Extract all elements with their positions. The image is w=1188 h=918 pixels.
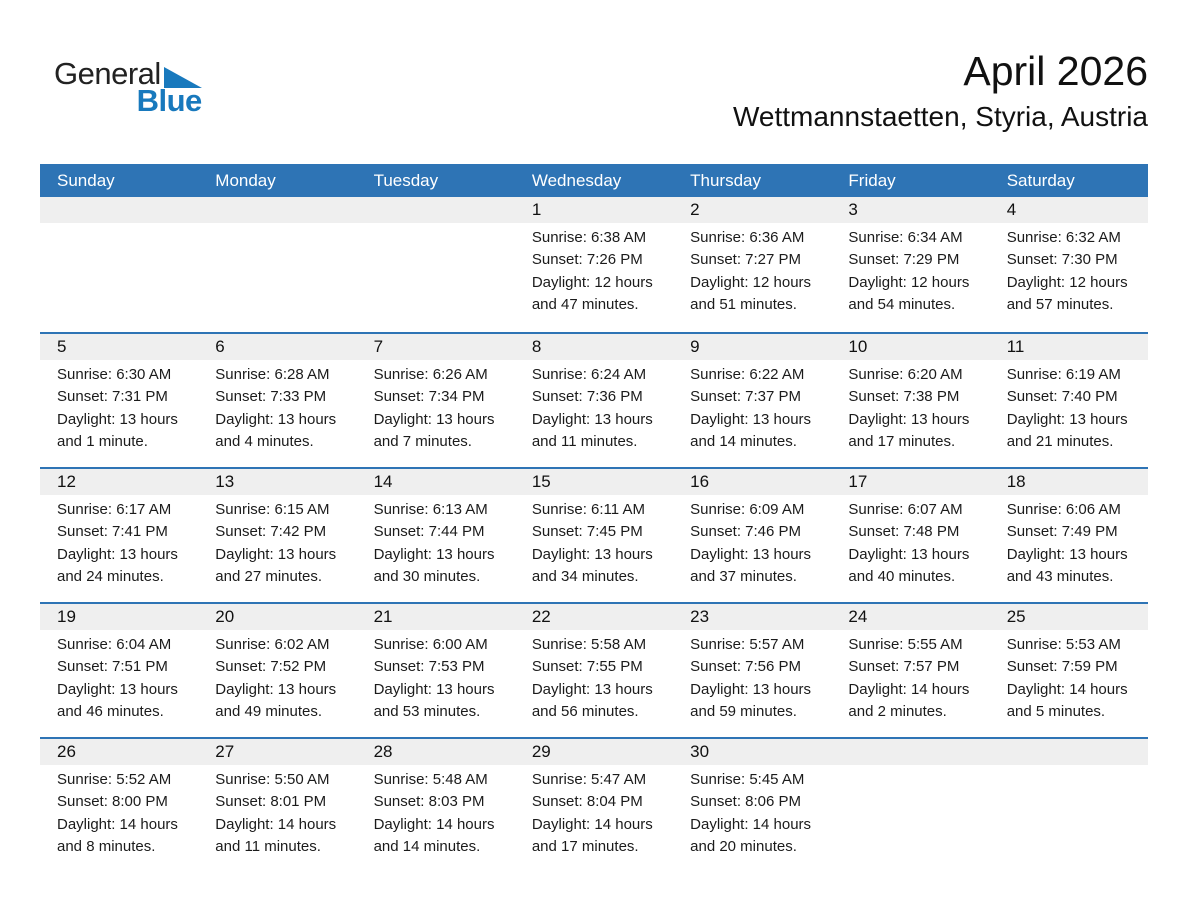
daylight-text: Daylight: 13 hours — [690, 410, 812, 428]
day-cell-17 — [831, 469, 989, 602]
day-number: 21 — [357, 604, 515, 630]
sunrise-text: Sunrise: 6:30 AM — [57, 366, 172, 383]
week-row-3 — [40, 467, 1148, 602]
day-cell-empty — [357, 197, 515, 332]
sunset-text: Sunset: 7:26 PM — [531, 251, 643, 269]
day-details — [673, 223, 831, 317]
day-number: 26 — [40, 739, 198, 765]
day-cell-25 — [990, 604, 1148, 737]
day-number: 8 — [515, 334, 673, 360]
daylight-text: Daylight: 13 hours — [848, 545, 970, 563]
day-number-empty — [198, 197, 356, 223]
sunset-text: Sunset: 7:37 PM — [690, 388, 802, 406]
day-details — [831, 495, 989, 589]
sunrise-text: Sunrise: 6:34 AM — [848, 229, 963, 246]
week-row-2 — [40, 332, 1148, 467]
day-cell-15 — [515, 469, 673, 602]
day-number-empty — [990, 739, 1148, 765]
day-number: 30 — [673, 739, 831, 765]
weeks-container — [40, 197, 1148, 872]
day-cell-12 — [40, 469, 198, 602]
day-cell-28 — [357, 739, 515, 872]
sunrise-text: Sunrise: 6:36 AM — [690, 229, 805, 246]
day-details — [198, 495, 356, 589]
sunrise-text: Sunrise: 5:53 AM — [1006, 636, 1121, 653]
day-details — [40, 765, 198, 859]
sunset-text: Sunset: 7:40 PM — [1006, 388, 1118, 406]
sunrise-text: Sunrise: 5:45 AM — [690, 771, 805, 788]
sunrise-text: Sunrise: 6:00 AM — [373, 636, 488, 653]
day-cell-29 — [515, 739, 673, 872]
sunrise-text: Sunrise: 6:02 AM — [215, 636, 330, 653]
daylight-text-cont: and 2 minutes. — [848, 703, 947, 721]
sunrise-text: Sunrise: 5:58 AM — [531, 636, 647, 653]
title-block — [733, 50, 1148, 133]
day-details — [515, 360, 673, 454]
day-details — [198, 360, 356, 454]
day-number: 6 — [198, 334, 356, 360]
location-subtitle: Wettmannstaetten, Styria, Austria — [732, 101, 1148, 133]
sunrise-text: Sunrise: 6:07 AM — [848, 501, 963, 518]
weekday-header-monday: Monday — [215, 171, 276, 190]
day-number: 18 — [990, 469, 1148, 495]
daylight-text-cont: and 24 minutes. — [57, 568, 164, 586]
sunset-text: Sunset: 7:51 PM — [57, 658, 168, 676]
sunrise-text: Sunrise: 6:32 AM — [1006, 229, 1121, 246]
sunrise-text: Sunrise: 6:06 AM — [1006, 501, 1121, 518]
weekday-header-friday: Friday — [848, 171, 896, 190]
sunrise-text: Sunrise: 6:13 AM — [373, 501, 488, 518]
sunset-text: Sunset: 7:45 PM — [531, 523, 643, 541]
day-cell-empty — [40, 197, 198, 332]
daylight-text: Daylight: 13 hours — [531, 410, 653, 428]
sunset-text: Sunset: 8:01 PM — [215, 793, 327, 811]
daylight-text-cont: and 20 minutes. — [690, 838, 797, 856]
day-details — [198, 630, 356, 724]
daylight-text-cont: and 30 minutes. — [373, 568, 481, 586]
weekday-header-wednesday: Wednesday — [531, 171, 622, 190]
sunrise-text: Sunrise: 6:19 AM — [1006, 366, 1121, 383]
daylight-text: Daylight: 12 hours — [1006, 273, 1128, 291]
sunrise-text: Sunrise: 5:52 AM — [57, 771, 172, 788]
sunrise-text: Sunrise: 5:50 AM — [215, 771, 330, 788]
daylight-text-cont: and 51 minutes. — [690, 296, 797, 314]
day-details — [831, 360, 989, 454]
day-details — [990, 630, 1148, 724]
day-number: 15 — [515, 469, 673, 495]
daylight-text: Daylight: 12 hours — [848, 273, 970, 291]
sunset-text: Sunset: 7:31 PM — [57, 388, 168, 406]
day-number: 25 — [990, 604, 1148, 630]
daylight-text-cont: and 8 minutes. — [57, 838, 156, 856]
day-cell-23 — [673, 604, 831, 737]
weekday-header-saturday: Saturday — [1006, 171, 1075, 190]
day-cell-21 — [357, 604, 515, 737]
sunset-text: Sunset: 7:59 PM — [1006, 658, 1118, 676]
day-cell-empty — [831, 739, 989, 872]
day-details — [40, 495, 198, 589]
sunrise-text: Sunrise: 6:38 AM — [531, 229, 647, 246]
daylight-text: Daylight: 13 hours — [215, 680, 337, 698]
daylight-text: Daylight: 13 hours — [531, 680, 653, 698]
sunset-text: Sunset: 7:34 PM — [373, 388, 485, 406]
sunset-text: Sunset: 7:27 PM — [690, 251, 802, 269]
page-title: April 2026 — [963, 48, 1148, 94]
daylight-text: Daylight: 13 hours — [373, 545, 495, 563]
day-number: 23 — [673, 604, 831, 630]
day-details — [673, 360, 831, 454]
sunset-text: Sunset: 7:52 PM — [215, 658, 327, 676]
day-cell-20 — [198, 604, 356, 737]
day-cell-3 — [831, 197, 989, 332]
daylight-text: Daylight: 12 hours — [690, 273, 812, 291]
sunrise-text: Sunrise: 6:28 AM — [215, 366, 330, 383]
daylight-text: Daylight: 14 hours — [531, 815, 653, 833]
day-number: 9 — [673, 334, 831, 360]
day-number: 11 — [990, 334, 1148, 360]
day-details — [515, 223, 673, 317]
day-details — [990, 223, 1148, 317]
day-number: 22 — [515, 604, 673, 630]
daylight-text-cont: and 7 minutes. — [373, 433, 472, 451]
calendar-table — [40, 164, 1148, 872]
day-number: 5 — [40, 334, 198, 360]
daylight-text: Daylight: 13 hours — [215, 410, 337, 428]
day-details — [40, 360, 198, 454]
daylight-text: Daylight: 13 hours — [215, 545, 337, 563]
day-cell-empty — [198, 197, 356, 332]
day-cell-16 — [673, 469, 831, 602]
daylight-text-cont: and 54 minutes. — [848, 296, 956, 314]
day-number: 14 — [357, 469, 515, 495]
weekday-header-row — [40, 164, 1148, 197]
sunset-text: Sunset: 7:57 PM — [848, 658, 960, 676]
day-cell-1 — [515, 197, 673, 332]
day-cell-4 — [990, 197, 1148, 332]
daylight-text-cont: and 49 minutes. — [215, 703, 323, 721]
daylight-text-cont: and 53 minutes. — [373, 703, 481, 721]
day-number: 28 — [357, 739, 515, 765]
day-cell-24 — [831, 604, 989, 737]
daylight-text-cont: and 4 minutes. — [215, 433, 314, 451]
daylight-text: Daylight: 13 hours — [57, 410, 178, 428]
day-cell-13 — [198, 469, 356, 602]
day-number: 7 — [357, 334, 515, 360]
day-cell-9 — [673, 334, 831, 467]
daylight-text-cont: and 47 minutes. — [531, 296, 639, 314]
sunrise-text: Sunrise: 6:11 AM — [531, 501, 645, 518]
logo-text-general: General — [54, 56, 161, 91]
sunrise-text: Sunrise: 6:24 AM — [531, 366, 647, 383]
daylight-text-cont: and 21 minutes. — [1006, 433, 1114, 451]
day-number: 10 — [831, 334, 989, 360]
day-number-empty — [40, 197, 198, 223]
sunset-text: Sunset: 8:03 PM — [373, 793, 485, 811]
daylight-text: Daylight: 13 hours — [690, 545, 812, 563]
daylight-text: Daylight: 12 hours — [531, 273, 653, 291]
sunset-text: Sunset: 7:36 PM — [531, 388, 643, 406]
daylight-text-cont: and 46 minutes. — [57, 703, 164, 721]
day-number: 27 — [198, 739, 356, 765]
day-number: 13 — [198, 469, 356, 495]
sunset-text: Sunset: 7:41 PM — [57, 523, 168, 541]
daylight-text: Daylight: 14 hours — [215, 815, 337, 833]
week-row-1 — [40, 197, 1148, 332]
daylight-text-cont: and 37 minutes. — [690, 568, 797, 586]
day-details — [198, 765, 356, 859]
daylight-text: Daylight: 13 hours — [531, 545, 653, 563]
sunset-text: Sunset: 8:06 PM — [690, 793, 802, 811]
day-details — [357, 360, 515, 454]
daylight-text-cont: and 43 minutes. — [1006, 568, 1114, 586]
sunset-text: Sunset: 7:55 PM — [531, 658, 643, 676]
sunrise-text: Sunrise: 5:48 AM — [373, 771, 488, 788]
week-row-4 — [40, 602, 1148, 737]
day-number: 29 — [515, 739, 673, 765]
daylight-text: Daylight: 14 hours — [1006, 680, 1128, 698]
daylight-text: Daylight: 13 hours — [848, 410, 970, 428]
daylight-text-cont: and 34 minutes. — [531, 568, 639, 586]
sunset-text: Sunset: 7:38 PM — [848, 388, 960, 406]
daylight-text: Daylight: 13 hours — [57, 545, 178, 563]
day-number-empty — [831, 739, 989, 765]
day-cell-6 — [198, 334, 356, 467]
daylight-text-cont: and 27 minutes. — [215, 568, 323, 586]
day-cell-10 — [831, 334, 989, 467]
sunset-text: Sunset: 7:49 PM — [1006, 523, 1118, 541]
day-cell-5 — [40, 334, 198, 467]
day-cell-7 — [357, 334, 515, 467]
daylight-text: Daylight: 13 hours — [373, 680, 495, 698]
page-header — [40, 50, 1148, 150]
daylight-text: Daylight: 14 hours — [57, 815, 178, 833]
day-cell-19 — [40, 604, 198, 737]
day-cell-empty — [990, 739, 1148, 872]
daylight-text: Daylight: 13 hours — [1006, 410, 1128, 428]
day-details — [357, 765, 515, 859]
day-details — [831, 223, 989, 317]
daylight-text-cont: and 57 minutes. — [1006, 296, 1114, 314]
day-details — [831, 630, 989, 724]
day-details — [515, 495, 673, 589]
sunrise-text: Sunrise: 6:20 AM — [848, 366, 963, 383]
weekday-header-thursday: Thursday — [690, 171, 762, 190]
daylight-text-cont: and 14 minutes. — [373, 838, 481, 856]
day-details — [357, 495, 515, 589]
day-details — [40, 630, 198, 724]
daylight-text: Daylight: 13 hours — [57, 680, 178, 698]
day-cell-8 — [515, 334, 673, 467]
sunrise-text: Sunrise: 5:55 AM — [848, 636, 963, 653]
day-number: 19 — [40, 604, 198, 630]
day-number: 17 — [831, 469, 989, 495]
daylight-text: Daylight: 14 hours — [690, 815, 812, 833]
day-details — [515, 630, 673, 724]
daylight-text-cont: and 11 minutes. — [215, 838, 321, 856]
sunrise-text: Sunrise: 6:09 AM — [690, 501, 805, 518]
sunset-text: Sunset: 7:46 PM — [690, 523, 802, 541]
sunrise-text: Sunrise: 5:47 AM — [531, 771, 647, 788]
sunrise-text: Sunrise: 6:22 AM — [690, 366, 805, 383]
day-details — [990, 360, 1148, 454]
day-cell-22 — [515, 604, 673, 737]
daylight-text: Daylight: 13 hours — [373, 410, 495, 428]
daylight-text-cont: and 11 minutes. — [531, 433, 638, 451]
weekday-header-tuesday: Tuesday — [373, 171, 439, 190]
day-details — [515, 765, 673, 859]
day-cell-2 — [673, 197, 831, 332]
logo-text-blue: Blue — [136, 83, 202, 118]
day-cell-14 — [357, 469, 515, 602]
sunset-text: Sunset: 8:00 PM — [57, 793, 168, 811]
sunrise-text: Sunrise: 6:17 AM — [57, 501, 172, 518]
sunrise-text: Sunrise: 6:15 AM — [215, 501, 330, 518]
day-details — [357, 630, 515, 724]
sunset-text: Sunset: 7:29 PM — [848, 251, 960, 269]
day-details — [673, 630, 831, 724]
sunset-text: Sunset: 7:48 PM — [848, 523, 960, 541]
sunset-text: Sunset: 7:53 PM — [373, 658, 485, 676]
day-number-empty — [357, 197, 515, 223]
sunrise-text: Sunrise: 6:04 AM — [57, 636, 172, 653]
sunset-text: Sunset: 7:30 PM — [1006, 251, 1118, 269]
sunset-text: Sunset: 7:56 PM — [690, 658, 802, 676]
daylight-text-cont: and 56 minutes. — [531, 703, 639, 721]
general-blue-logo — [40, 50, 202, 116]
day-cell-26 — [40, 739, 198, 872]
day-number: 12 — [40, 469, 198, 495]
daylight-text-cont: and 40 minutes. — [848, 568, 956, 586]
sunrise-text: Sunrise: 6:26 AM — [373, 366, 488, 383]
day-number: 3 — [831, 197, 989, 223]
day-cell-11 — [990, 334, 1148, 467]
sunrise-text: Sunrise: 5:57 AM — [690, 636, 805, 653]
day-number: 1 — [515, 197, 673, 223]
day-cell-18 — [990, 469, 1148, 602]
day-cell-30 — [673, 739, 831, 872]
day-details — [990, 495, 1148, 589]
sunset-text: Sunset: 7:42 PM — [215, 523, 327, 541]
day-number: 4 — [990, 197, 1148, 223]
sunset-text: Sunset: 7:33 PM — [215, 388, 327, 406]
daylight-text-cont: and 17 minutes. — [848, 433, 956, 451]
day-number: 16 — [673, 469, 831, 495]
daylight-text: Daylight: 14 hours — [373, 815, 495, 833]
day-number: 24 — [831, 604, 989, 630]
day-cell-27 — [198, 739, 356, 872]
sunset-text: Sunset: 8:04 PM — [531, 793, 643, 811]
daylight-text-cont: and 5 minutes. — [1006, 703, 1106, 721]
daylight-text: Daylight: 13 hours — [690, 680, 812, 698]
daylight-text-cont: and 1 minute. — [57, 433, 148, 451]
day-details — [673, 495, 831, 589]
week-row-5 — [40, 737, 1148, 872]
daylight-text-cont: and 59 minutes. — [690, 703, 797, 721]
daylight-text: Daylight: 14 hours — [848, 680, 970, 698]
day-number: 2 — [673, 197, 831, 223]
daylight-text: Daylight: 13 hours — [1006, 545, 1128, 563]
weekday-header-sunday: Sunday — [57, 171, 115, 190]
day-details — [673, 765, 831, 859]
daylight-text-cont: and 14 minutes. — [690, 433, 797, 451]
daylight-text-cont: and 17 minutes. — [531, 838, 639, 856]
sunset-text: Sunset: 7:44 PM — [373, 523, 485, 541]
day-number: 20 — [198, 604, 356, 630]
